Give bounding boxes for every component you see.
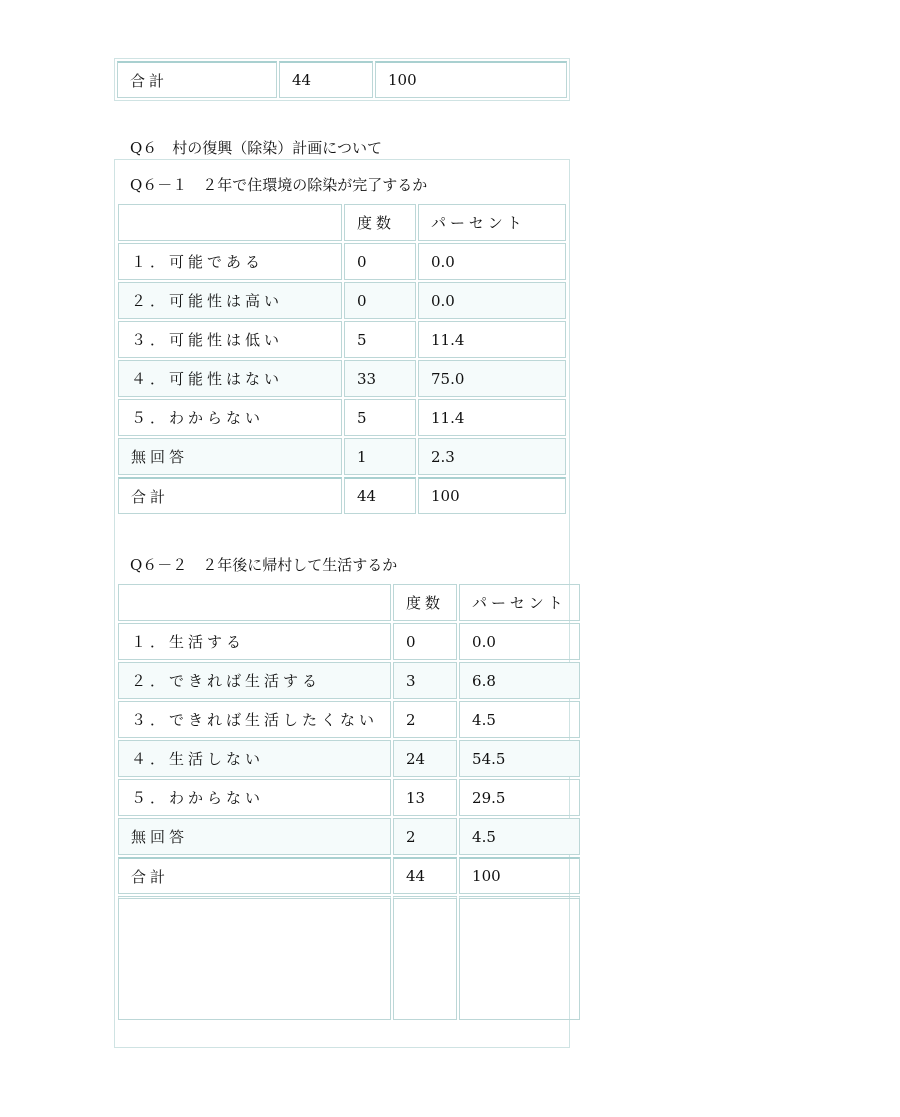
table-row — [118, 818, 580, 855]
row-percent: 0.0 — [418, 243, 566, 280]
row-percent: 2.3 — [418, 438, 566, 475]
row-percent: 11.4 — [418, 399, 566, 436]
total-count: 44 — [344, 477, 416, 514]
row-percent: 11.4 — [418, 321, 566, 358]
total-count: 44 — [279, 61, 373, 98]
table-row — [118, 701, 580, 738]
total-label: 合計 — [118, 477, 342, 514]
header-count: 度数 — [344, 204, 416, 241]
row-count: 2 — [393, 818, 457, 855]
row-percent: 6.8 — [459, 662, 580, 699]
row-label: ３．可能性は低い — [118, 321, 342, 358]
q6-section — [114, 159, 570, 1048]
row-percent: 4.5 — [459, 818, 580, 855]
empty-cell — [459, 896, 580, 1020]
table-row-total — [118, 857, 580, 894]
header-percent: パーセント — [418, 204, 566, 241]
row-percent: 54.5 — [459, 740, 580, 777]
row-count: 33 — [344, 360, 416, 397]
row-count: 3 — [393, 662, 457, 699]
total-percent: 100 — [418, 477, 566, 514]
row-label: ３．できれば生活したくない — [118, 701, 391, 738]
total-percent: 100 — [459, 857, 580, 894]
table-row-total — [118, 477, 566, 514]
total-percent: 100 — [375, 61, 567, 98]
row-count: 0 — [344, 282, 416, 319]
row-percent: 75.0 — [418, 360, 566, 397]
empty-cell — [118, 896, 391, 1020]
table-row — [118, 399, 566, 436]
row-count: 5 — [344, 399, 416, 436]
empty-cell — [393, 896, 457, 1020]
table-row — [118, 438, 566, 475]
table-header-row — [118, 204, 566, 241]
row-count: 1 — [344, 438, 416, 475]
row-count: 2 — [393, 701, 457, 738]
table-row-empty — [118, 896, 580, 1020]
row-label: 無回答 — [118, 818, 391, 855]
table-row — [118, 282, 566, 319]
row-label: ５．わからない — [118, 399, 342, 436]
table-row — [118, 740, 580, 777]
q6-1-table — [116, 202, 568, 516]
table-row — [118, 360, 566, 397]
row-count: 0 — [344, 243, 416, 280]
total-count: 44 — [393, 857, 457, 894]
question-title-q6-2: Q６－２ ２年後に帰村して生活するか — [130, 556, 398, 574]
row-label: 無回答 — [118, 438, 342, 475]
q6-2-table — [116, 582, 582, 1022]
total-label: 合計 — [117, 61, 277, 98]
row-count: 5 — [344, 321, 416, 358]
table-row — [118, 662, 580, 699]
question-title-q6-1: Q６－１ ２年で住環境の除染が完了するか — [130, 176, 428, 194]
header-blank — [118, 204, 342, 241]
row-label: １．可能である — [118, 243, 342, 280]
table-header-row — [118, 584, 580, 621]
row-label: ５．わからない — [118, 779, 391, 816]
row-label: １．生活する — [118, 623, 391, 660]
header-count: 度数 — [393, 584, 457, 621]
row-percent: 0.0 — [459, 623, 580, 660]
row-count: 0 — [393, 623, 457, 660]
row-label: ４．生活しない — [118, 740, 391, 777]
header-blank — [118, 584, 391, 621]
previous-total-table — [114, 58, 570, 101]
row-label: ２．できれば生活する — [118, 662, 391, 699]
row-count: 24 — [393, 740, 457, 777]
table-row — [118, 243, 566, 280]
table-row — [118, 623, 580, 660]
table-row — [118, 321, 566, 358]
row-percent: 4.5 — [459, 701, 580, 738]
table-row — [118, 779, 580, 816]
row-percent: 0.0 — [418, 282, 566, 319]
row-label: ４．可能性はない — [118, 360, 342, 397]
header-percent: パーセント — [459, 584, 580, 621]
row-count: 13 — [393, 779, 457, 816]
section-title-q6: Q６ 村の復興（除染）計画について — [130, 139, 382, 157]
row-label: ２．可能性は高い — [118, 282, 342, 319]
total-label: 合計 — [118, 857, 391, 894]
table-row-total — [117, 61, 567, 98]
row-percent: 29.5 — [459, 779, 580, 816]
